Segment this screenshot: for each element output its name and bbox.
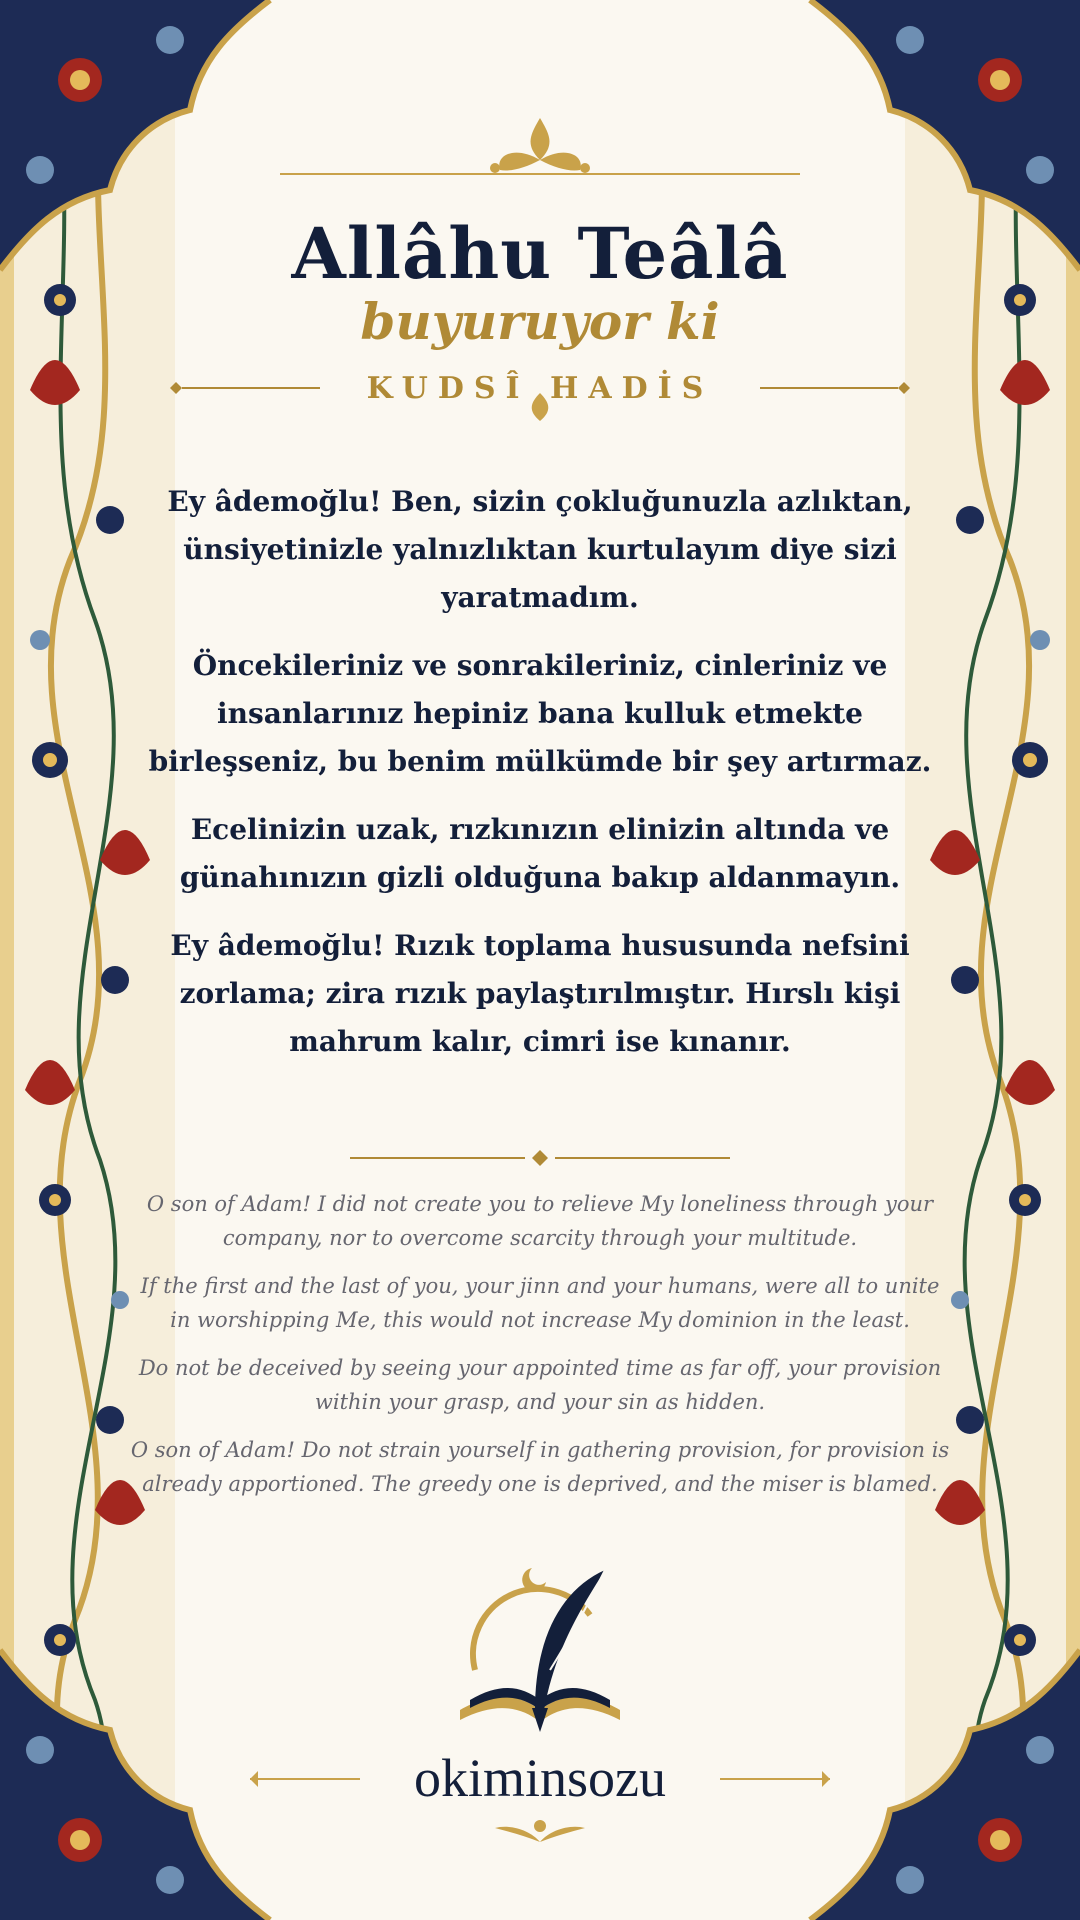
section-label: KUDSÎ HADİS (366, 371, 714, 406)
english-paragraph: Do not be deceived by seeing your appointed time as far off, your provision within your grasp, and your sin as hidden. (138, 1356, 942, 1414)
brand-row (250, 1745, 830, 1815)
turkish-paragraph: Ey âdemoğlu! Rızık toplama hususunda nefsini zorlama; zira rızık paylaştırılmıştır. Hırslı kişi mahrum kalır, cimri ise kınanır. (170, 929, 910, 1058)
turkish-paragraph: Ey âdemoğlu! Ben, sizin çokluğunuzla azlıktan, ünsiyetinizle yalnızlıktan kurtulayım diye sizi yaratmadım. (167, 485, 913, 614)
page-title: Allâhu Teâlâ (291, 212, 789, 295)
section-divider (350, 1146, 730, 1170)
turkish-paragraph: Öncekileriniz ve sonrakileriniz, cinleriniz ve insanlarınız hepiniz bana kulluk etmekte birleşseniz, bu benim mülkümde bir şey artırmaz. (148, 649, 932, 778)
brand-name: okiminsozu (414, 1748, 666, 1808)
quill-book-logo-icon (440, 1560, 640, 1760)
section-label-row (170, 365, 910, 425)
content-column (130, 0, 950, 1920)
top-ornament (280, 110, 800, 180)
english-paragraph: If the first and the last of you, your jinn and your humans, were all to unite in worshipping Me, this would not increase My dominion in the least. (140, 1274, 940, 1332)
english-paragraph: O son of Adam! I did not create you to relieve My loneliness through your company, nor to overcome scarcity through your multitude. (146, 1192, 934, 1250)
english-text (130, 1187, 950, 1515)
turkish-text (130, 478, 950, 1086)
page-subtitle: buyuruyor ki (360, 292, 720, 351)
turkish-paragraph: Ecelinizin uzak, rızkınızın elinizin altında ve günahınızın gizli olduğuna bakıp aldanmayın. (179, 813, 901, 894)
bottom-ornament (490, 1812, 590, 1848)
english-paragraph: O son of Adam! Do not strain yourself in gathering provision, for provision is already apportioned. The greedy one is deprived, and the miser is blamed. (130, 1438, 950, 1496)
